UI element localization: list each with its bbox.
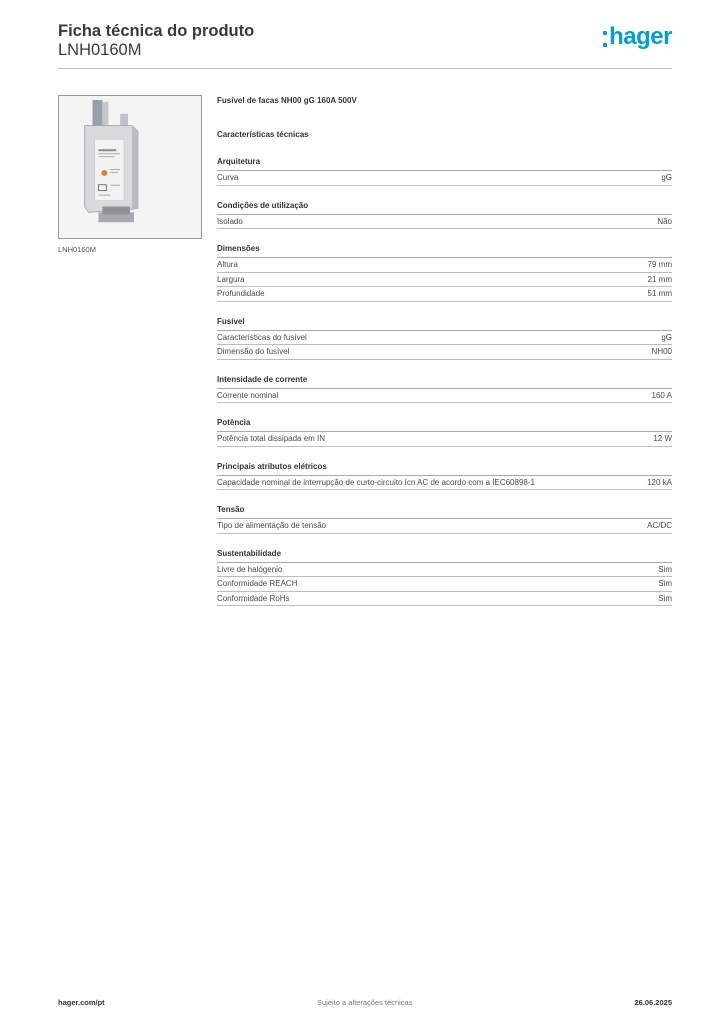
spec-value: 79 mm	[647, 260, 672, 269]
spec-value: Sim	[658, 593, 672, 603]
spec-content	[217, 96, 672, 606]
image-caption: LNH0160M	[58, 245, 96, 254]
spec-label: Livre de halógenio	[217, 564, 283, 574]
spec-section	[217, 375, 672, 404]
spec-section	[217, 462, 672, 491]
spec-row	[217, 258, 672, 273]
product-description: Fusível de facas NH00 gG 160A 500V	[217, 96, 357, 105]
spec-value: AC/DC	[647, 521, 672, 530]
spec-row	[217, 287, 672, 302]
section-title: Potência	[217, 418, 672, 432]
footer-date: 26.06.2025	[634, 998, 672, 1007]
spec-row	[217, 476, 672, 491]
spec-row	[217, 345, 672, 360]
hager-logo	[603, 24, 672, 50]
spec-label: Potência total dissipada em IN	[217, 434, 326, 443]
spec-label: Dimensão do fusível	[217, 347, 290, 356]
spec-section	[217, 157, 672, 186]
spec-value: 12 W	[653, 434, 672, 443]
fuse-illustration-icon	[59, 96, 201, 238]
spec-section	[217, 505, 672, 534]
spec-label: Conformidade REACH	[217, 579, 298, 588]
spec-row	[217, 563, 672, 578]
spec-row	[217, 389, 672, 404]
spec-label: Largura	[217, 274, 245, 284]
spec-section	[217, 201, 672, 230]
product-image	[58, 95, 202, 239]
spec-row	[217, 577, 672, 592]
spec-section	[217, 418, 672, 447]
footer-note: Sujeito a alterações técnicas	[317, 998, 413, 1007]
page-header	[58, 20, 672, 68]
section-title: Intensidade de corrente	[217, 375, 672, 389]
section-title: Dimensões	[217, 244, 672, 258]
section-title: Arquitetura	[217, 157, 672, 171]
product-reference: LNH0160M	[58, 41, 142, 59]
spec-section	[217, 244, 672, 302]
characteristics-title: Características técnicas	[217, 130, 309, 139]
spec-label: Isolado	[217, 216, 243, 226]
spec-label: Altura	[217, 260, 238, 269]
spec-row	[217, 592, 672, 607]
spec-value: Sim	[658, 579, 672, 588]
spec-value: Não	[657, 216, 672, 226]
section-title: Tensão	[217, 505, 672, 519]
logo-mark-icon	[603, 31, 607, 47]
spec-value: gG	[661, 173, 672, 182]
spec-row	[217, 215, 672, 230]
section-title: Condições de utilização	[217, 201, 672, 215]
spec-value: 160 A	[651, 390, 672, 400]
header-divider	[58, 68, 672, 69]
spec-label: Tipo de alimentação de tensão	[217, 521, 327, 530]
spec-label: Curva	[217, 173, 239, 182]
spec-label: Capacidade nominal de interrupção de curto-circuito Icn AC de acordo com a IEC60898-1	[217, 477, 535, 487]
spec-label: Características do fusível	[217, 332, 307, 342]
spec-row	[217, 519, 672, 534]
spec-row	[217, 273, 672, 288]
spec-row	[217, 171, 672, 186]
spec-label: Conformidade RoHs	[217, 593, 290, 603]
spec-row	[217, 331, 672, 346]
section-title: Principais atributos elétricos	[217, 462, 672, 476]
spec-value: 51 mm	[647, 289, 672, 298]
spec-label: Profundidade	[217, 289, 265, 298]
spec-sections	[217, 157, 672, 606]
spec-row	[217, 432, 672, 447]
logo-text: hager	[609, 23, 672, 50]
spec-value: gG	[661, 332, 672, 342]
spec-value: 21 mm	[647, 274, 672, 284]
spec-value: 120 kA	[647, 477, 672, 487]
spec-value: NH00	[651, 347, 672, 356]
spec-value: Sim	[658, 564, 672, 574]
page-title: Ficha técnica do produto	[58, 22, 255, 40]
section-title: Fusível	[217, 317, 672, 331]
section-title: Sustentabilidade	[217, 549, 672, 563]
spec-section	[217, 317, 672, 360]
spec-section	[217, 549, 672, 607]
footer-website: hager.com/pt	[58, 998, 105, 1007]
spec-label: Corrente nominal	[217, 390, 279, 400]
